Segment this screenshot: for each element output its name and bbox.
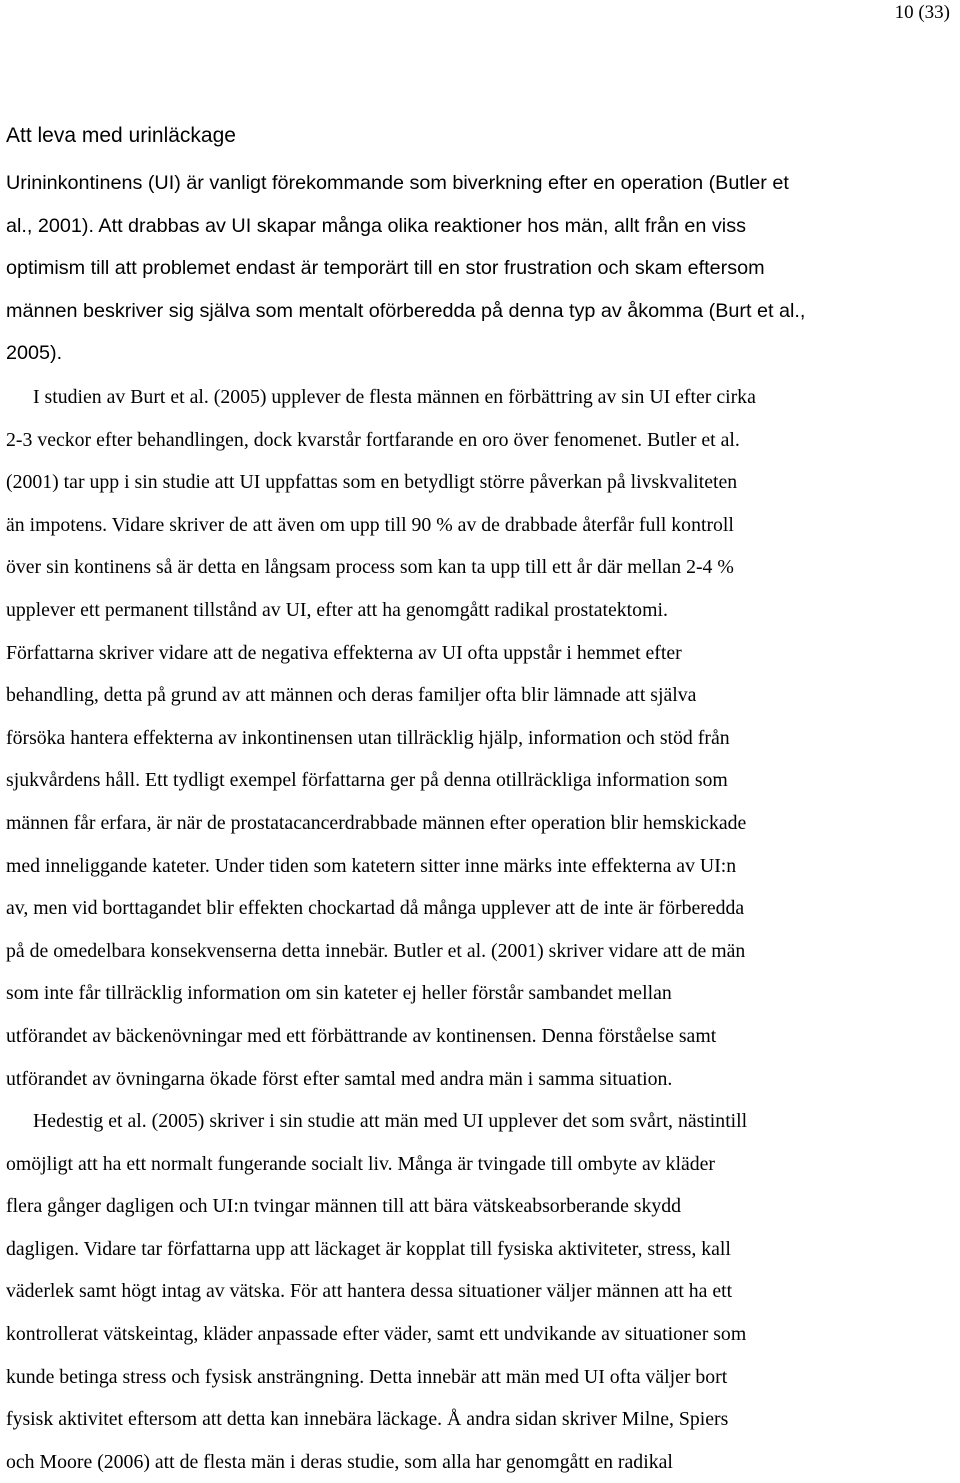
text-line: utförandet av bäckenövningar med ett förbättrande av kontinensen. Denna förståelse samt bbox=[6, 1024, 717, 1047]
text-line: fysisk aktivitet eftersom att detta kan innebära läckage. Å andra sidan skriver Milne, Spiers bbox=[6, 1408, 729, 1431]
text-line: behandling, detta på grund av att männen och deras familjer ofta blir lämnade att själva bbox=[6, 684, 697, 707]
text-line: 2005). bbox=[6, 342, 63, 365]
paragraph-1 bbox=[6, 162, 936, 375]
text-line: kunde betinga stress och fysisk ansträngning. Detta innebär att män med UI ofta väljer bort bbox=[6, 1365, 728, 1388]
text-line: Författarna skriver vidare att de negativa effekterna av UI ofta uppstår i hemmet efter bbox=[6, 641, 682, 664]
text-line: (2001) tar upp i sin studie att UI uppfattas som en betydligt större påverkan på livskvaliteten bbox=[6, 471, 738, 494]
text-line: al., 2001). Att drabbas av UI skapar många olika reaktioner hos män, allt från en viss bbox=[6, 214, 746, 237]
text-line: än impotens. Vidare skriver de att även om upp till 90 % av de drabbade återfår full kontroll bbox=[6, 513, 734, 536]
text-line: försöka hantera effekterna av inkontinensen utan tillräcklig hjälp, information och stöd från bbox=[6, 726, 730, 749]
text-line: Hedestig et al. (2005) skriver i sin studie att män med UI upplever det som svårt, nästintill bbox=[33, 1110, 748, 1132]
text-line: på de omedelbara konsekvenserna detta innebär. Butler et al. (2001) skriver vidare att de män bbox=[6, 939, 746, 962]
text-line: som inte får tillräcklig information om sin kateter ej heller förstår sambandet mellan bbox=[6, 982, 672, 1005]
text-line: och Moore (2006) att de flesta män i deras studie, som alla har genomgått en radikal bbox=[6, 1450, 673, 1473]
text-line: omöjligt att ha ett normalt fungerande socialt liv. Många är tvingade till ombyte av kläder bbox=[6, 1152, 715, 1175]
text-line: kontrollerat vätskeintag, kläder anpassade efter väder, samt ett undvikande av situationer som bbox=[6, 1322, 747, 1345]
text-line: över sin kontinens så är detta en långsam process som kan ta upp till ett år där mellan 2-4 % bbox=[6, 556, 734, 579]
text-line: I studien av Burt et al. (2005) upplever de flesta männen en förbättring av sin UI efter cirka bbox=[33, 386, 756, 408]
text-line: av, men vid borttagandet blir effekten chockartad då många upplever att de inte är förberedda bbox=[6, 897, 745, 920]
page-number: 10 (33) bbox=[894, 2, 950, 23]
text-line: dagligen. Vidare tar författarna upp att läckaget är kopplat till fysiska aktiviteter, stress, kall bbox=[6, 1237, 731, 1260]
text-line: med inneliggande kateter. Under tiden som katetern sitter inne märks inte effekterna av UI:n bbox=[6, 854, 737, 877]
text-line: upplever ett permanent tillstånd av UI, efter att ha genomgått radikal prostatektomi. bbox=[6, 598, 668, 621]
text-line: väderlek samt högt intag av vätska. För att hantera dessa situationer väljer männen att ha ett bbox=[6, 1280, 733, 1303]
text-line: männen får erfara, är när de prostatacancerdrabbade männen efter operation blir hemskickade bbox=[6, 811, 747, 834]
text-line: flera gånger dagligen och UI:n tvingar männen till att bära vätskeabsorberande skydd bbox=[6, 1195, 682, 1218]
text-line: Urininkontinens (UI) är vanligt förekommande som biverkning efter en operation (Butler et bbox=[6, 172, 789, 194]
text-line: männen beskriver sig själva som mentalt oförberedda på denna typ av åkomma (Burt et al., bbox=[6, 299, 806, 322]
text-line: 2-3 veckor efter behandlingen, dock kvarstår fortfarande en oro över fenomenet. Butler et al. bbox=[6, 428, 740, 451]
section-heading: Att leva med urinläckage bbox=[6, 124, 236, 147]
text-line: utförandet av övningarna ökade först efter samtal med andra män i samma situation. bbox=[6, 1067, 673, 1090]
paragraph-3 bbox=[6, 1100, 936, 1483]
paragraph-2 bbox=[6, 376, 936, 1100]
text-line: optimism till att problemet endast är temporärt till en stor frustration och skam eftersom bbox=[6, 257, 765, 280]
text-line: sjukvårdens håll. Ett tydligt exempel författarna ger på denna otillräckliga information som bbox=[6, 769, 728, 792]
